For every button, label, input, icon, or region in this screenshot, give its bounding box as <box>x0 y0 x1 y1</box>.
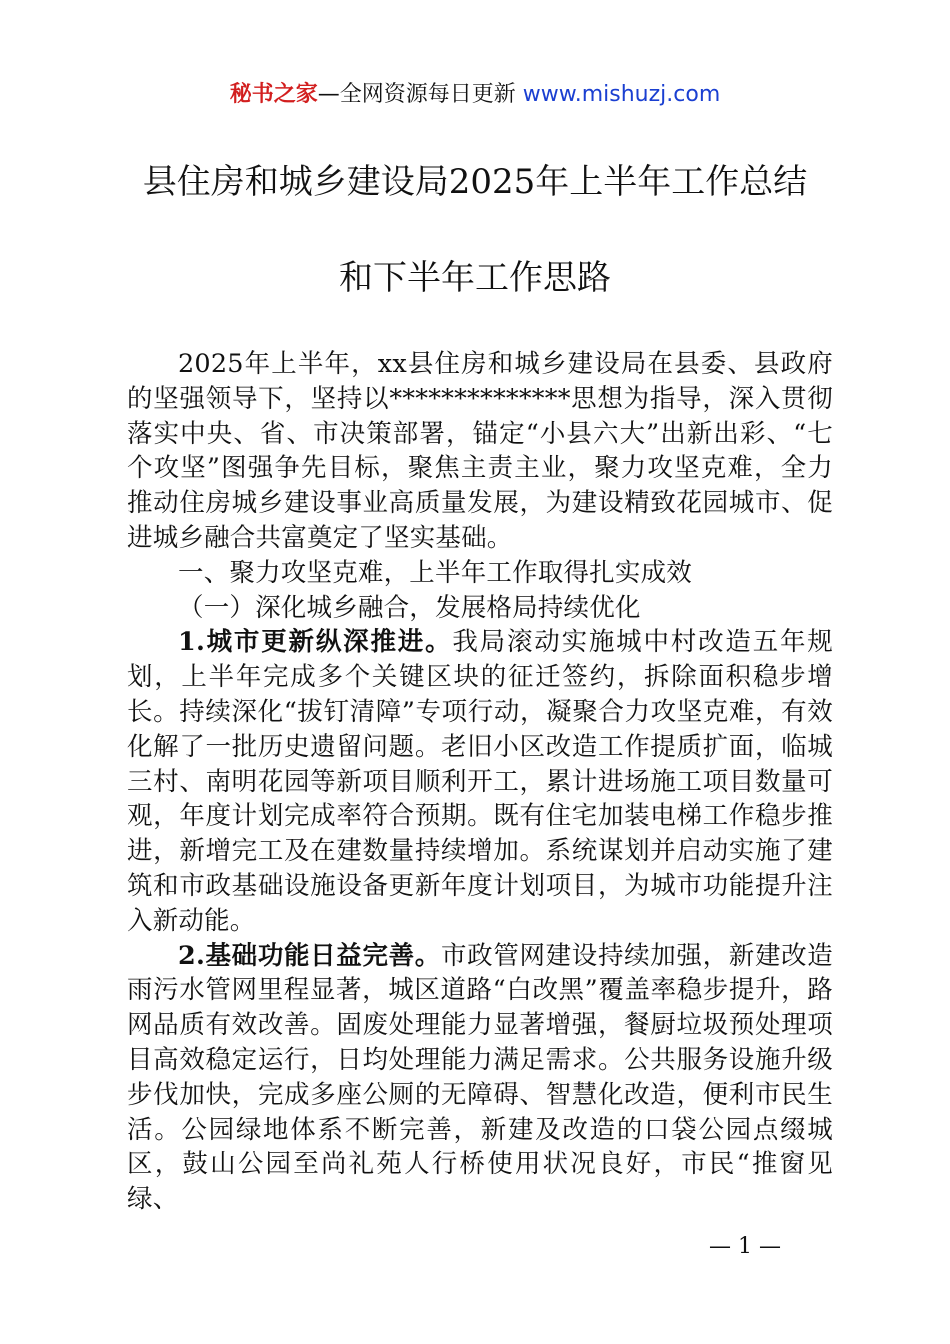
subsection-heading-1: （一）深化城乡融合，发展格局持续优化 <box>178 592 641 623</box>
item-1-lead: 1.城市更新纵深推进。 <box>178 627 453 658</box>
brand-name: 秘书之家 <box>229 82 318 107</box>
document-title-line-1: 县住房和城乡建设局2025年上半年工作总结 <box>142 162 808 202</box>
item-paragraph-2 <box>127 939 833 1217</box>
intro-paragraph: 2025年上半年，xx县住房和城乡建设局在县委、县政府的坚强领导下，坚持以**************思想为指导，深入贯彻落实中央、省、市决策部署，锚定“小县六大”出新出彩、“七个攻坚”图强争先目标，聚焦主责主业，聚力攻坚克难，全力推动住房城乡建设事业高质量发展，为建设精致花园城市、促进城乡融合共富奠定了坚实基础。 <box>127 349 833 553</box>
item-2-text: 市政管网建设持续加强，新建改造雨污水管网里程显著，城区道路“白改黑”覆盖率稳步提升，路网品质有效改善。固废处理能力显著增强，餐厨垃圾预处理项目高效稳定运行，日均处理能力满足需求。公共服务设施升级步伐加快，完成多座公厕的无障碍、智慧化改造，便利市民生活。公园绿地体系不断完善，新建及改造的口袋公园点缀城区，鼓山公园至尚礼苑人行桥使用状况良好，市民“推窗见绿、 <box>127 940 833 1215</box>
section-heading-1: 一、聚力攻坚克难，上半年工作取得扎实成效 <box>178 557 693 588</box>
site-url[interactable]: www.mishuzj.com <box>522 82 721 107</box>
site-banner <box>0 78 950 112</box>
item-2-lead: 2.基础功能日益完善。 <box>178 940 441 971</box>
document-title-line-2: 和下半年工作思路 <box>339 258 611 298</box>
item-paragraph-1 <box>127 625 833 938</box>
page-number: — 1 — <box>709 1234 781 1259</box>
document-body <box>127 347 833 1217</box>
item-1-text: 我局滚动实施城中村改造五年规划，上半年完成多个关键区块的征迁签约，拆除面积稳步增长。持续深化“拔钉清障”专项行动，凝聚合力攻坚克难，有效化解了一批历史遗留问题。老旧小区改造工作提质扩面，临城三村、南明花园等新项目顺利开工，累计进场施工项目数量可观，年度计划完成率符合预期。既有住宅加装电梯工作稳步推进，新增完工及在建数量持续增加。系统谋划并启动实施了建筑和市政基础设施设备更新年度计划项目，为城市功能提升注入新动能。 <box>127 627 833 936</box>
banner-tagline: —全网资源每日更新 <box>317 82 523 107</box>
